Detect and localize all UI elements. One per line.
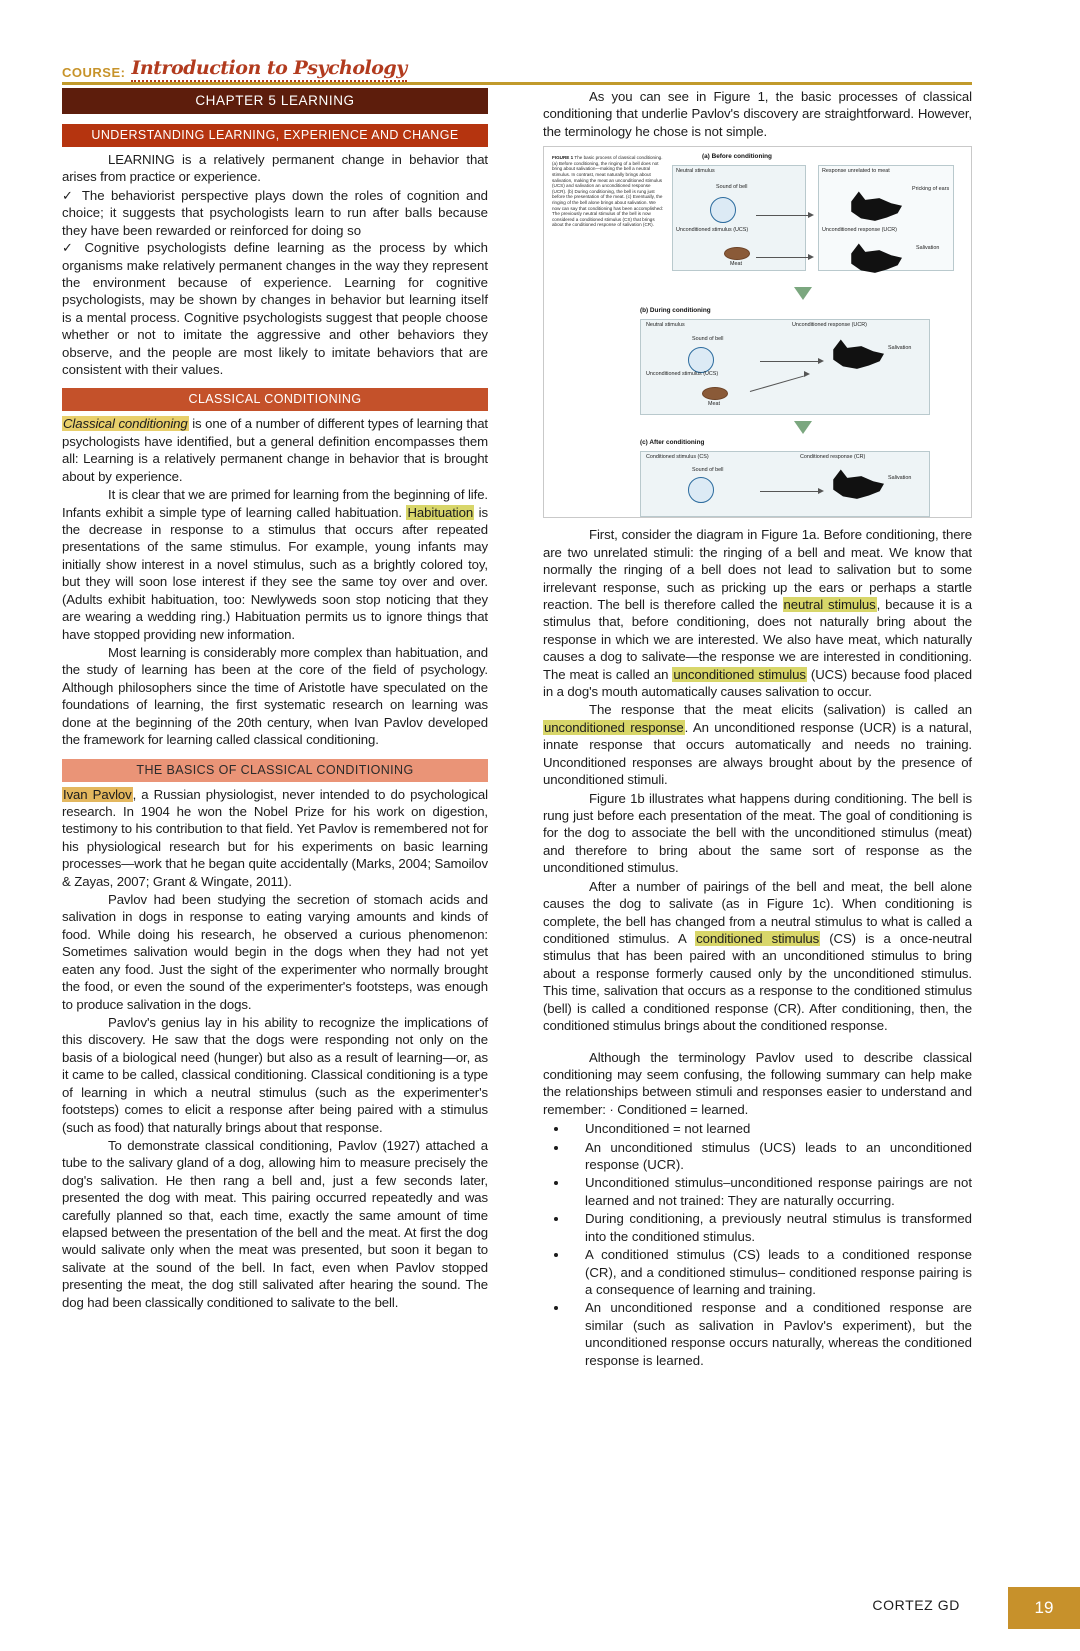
label-response-unrelated: Response unrelated to meat: [822, 168, 890, 175]
figure-caption-title: FIGURE 1: [552, 155, 574, 161]
list-item: • Unconditioned = not learned: [569, 1120, 972, 1137]
label-salivation-b: Salivation: [888, 345, 912, 352]
highlight-unconditioned-response: unconditioned response: [544, 719, 684, 735]
panel-b-box: [640, 319, 930, 415]
label-neutral-stimulus: Neutral stimulus: [676, 168, 715, 175]
paragraph-ucr-rest: . An unconditioned response (UCR) is a natural, innate response that occurs automatically and needs no training. Unconditioned responses are always brought about by the presence of unconditioned stimuli.: [543, 719, 973, 788]
list-item: • An unconditioned stimulus (UCS) leads to an unconditioned response (UCR).: [569, 1139, 972, 1174]
paragraph-habituation-rest: is the decrease in response to a stimulus that occurs after repeated presentations of the same stimulus. For example, young infants may initially show interest in a novel stimulus, such as a brightly colored toy, but they will soon lose interest if they see the same toy over and over. (Adults exhibit habituation, too: Newlyweds soon stop noticing that they are wearing a wedding ring.) Habituation permits us to ignore things that have stopped providing new information.: [62, 504, 489, 642]
bullet-cognitive-text: Cognitive psychologists define learning as the process by which organisms make relatively permanent changes in the way they represent the environment because of experience. Learning for cognitive psychologists, may be shown by changes in behavior but learning itself is a mental process. Cognitive psychologists suggest that people choose whether or not to imitate the aggressive and other behaviors they observe, and the people are most likely to imitate behaviors that are consistent with their values.: [62, 240, 488, 378]
list-item: • An unconditioned response and a conditioned response are similar (such as salivation in Pavlov's experiment), but the unconditioned response occurs naturally, whereas the conditioned response is learned.: [569, 1299, 972, 1369]
highlight-ivan-pavlov: Ivan Pavlov: [63, 786, 132, 802]
arrow-a-1: [756, 215, 808, 216]
left-column: [62, 88, 488, 1312]
paragraph-summary-intro: Although the terminology Pavlov used to describe classical conditioning may seem confusing, the following summary can help make the relationships between stimuli and responses easier to understand and remember: · Conditioned = learned.: [543, 1049, 972, 1117]
paragraph-intro-figure: As you can see in Figure 1, the basic processes of classical conditioning that underlie Pavlov's discovery are straightforward. However, the terminology he chose is not simple.: [543, 89, 972, 139]
paragraph-ivan-pavlov: [62, 786, 488, 891]
paragraph-most-learning: Most learning is considerably more complex than habituation, and the study of learning has been at the core of the field of psychology. Although philosophers since the time of Aristotle have speculated on the foundations of learning, the first systematic research on learning was done at the beginning of the 20th century, when Ivan Pavlov developed the framework for learning called classical conditioning.: [62, 644, 488, 748]
bullet-behaviorist-perspective: [62, 187, 488, 239]
highlight-unconditioned-stimulus: unconditioned stimulus: [673, 666, 806, 682]
panel-c-label: (c) After conditioning: [640, 439, 705, 447]
label-sound-of-bell: Sound of bell: [716, 184, 748, 191]
flow-arrow-1: [794, 287, 812, 300]
label-unconditioned-stimulus-b: Unconditioned stimulus (UCS): [646, 371, 719, 378]
list-item: • During conditioning, a previously neutral stimulus is transformed into the conditioned stimulus.: [569, 1210, 972, 1245]
label-sound-of-bell-b: Sound of bell: [692, 336, 724, 343]
panel-b-label: (b) During conditioning: [640, 307, 711, 315]
flow-arrow-2: [794, 421, 812, 434]
panel-a-label: (a) Before conditioning: [702, 153, 772, 161]
course-title: Introduction to Psychology: [131, 57, 406, 82]
paragraph-pavlov-rest: , a Russian physiologist, never intended to do psychological research. In 1904 he won the Nobel Prize for his work on digestion, testimony to his contribution to that field. Yet Pavlov is remembered not for his physiological research but for his experiments on basic learning processes—work that he began quite accidentally (Marks, 2004; Samoilov & Zayas, 2007; Grant & Wingate, 2011).: [62, 786, 488, 889]
paragraph-cs-rest: (CS) is a once-neutral stimulus that has been paired with an unconditioned stimulus to bring about a response formerly caused only by the unconditioned stimulus. This time, salivation that occurs as a response to the conditioned stimulus (bell) is called a conditioned response (CR). After conditioning, then, the conditioned stimulus brings about the conditioned response.: [543, 930, 972, 1034]
label-unconditioned-response-b: Unconditioned response (UCR): [792, 322, 867, 329]
check-icon: ✓: [62, 187, 76, 203]
label-unconditioned-stimulus-a: Unconditioned stimulus (UCS): [676, 227, 749, 234]
paragraph-pavlov-stomach-acids: Pavlov had been studying the secretion of stomach acids and salivation in dogs in response to eating varying amounts and kinds of food. While doing his research, he observed a curious phenomenon: Sometimes salivation would begin in the dogs when they had not yet eaten any food. Just the sight of the experimenter who normally brought the food, or even the sound of the experimenter's footsteps, was enough to produce salivation in the dogs.: [62, 892, 488, 1012]
bullet-cognitive-psychologists: [62, 239, 488, 378]
label-sound-of-bell-c: Sound of bell: [692, 467, 724, 474]
figure-caption: [552, 155, 664, 228]
arrow-b-1: [760, 361, 818, 362]
panel-c-box: [640, 451, 930, 517]
label-salivation-a: Salivation: [916, 245, 940, 252]
paragraph-unconditioned-response: [543, 701, 972, 788]
arrow-head-c-1: [818, 488, 824, 494]
highlight-conditioned-stimulus: conditioned stimulus: [696, 930, 820, 946]
label-meat-b: Meat: [708, 401, 720, 408]
paragraph-neutral-rest: (UCS) because food placed in a dog's mouth automatically causes salivation to occur.: [543, 666, 972, 700]
arrow-a-2: [756, 257, 808, 258]
figure-panel-b: [640, 307, 930, 417]
course-label: COURSE:: [62, 65, 126, 80]
arrow-head-b-1: [818, 358, 824, 364]
figure-caption-body: The basic process of classical conditioning. (a) Before conditioning, the ringing of a bell does not bring about salivation—making the bell a neutral stimulus. In contrast, meat naturally brings about salivation, making the meat an unconditioned stimulus (UCS) and salivation an unconditioned response (UCR). (b) During conditioning, the bell is rung just before the presentation of the meat. (c) Eventually, the ringing of the bell alone brings about salivation. We now can say that conditioning has been accomplished: The previously neutral stimulus of the bell is now considered a conditioned stimulus (CS) that brings about the conditioned response of salivation (CR).: [552, 155, 664, 228]
figure-panel-a: [672, 153, 954, 281]
label-meat-a: Meat: [730, 261, 742, 268]
section-heading-understanding-learning: UNDERSTANDING LEARNING, EXPERIENCE AND CHANGE: [62, 124, 488, 147]
paragraph-pavlov-genius: Pavlov's genius lay in his ability to recognize the implications of this discovery. He saw that the dogs were responding not only on the basis of a biological need (hunger) but also as a result of learning—or, as it came to be called, classical conditioning. Classical conditioning is a type of learning in which a neutral stimulus (such as the experimenter's footsteps) comes to elicit a response after being paired with a stimulus (such as food) that naturally brings about that response.: [62, 1014, 488, 1135]
chapter-title-bar: CHAPTER 5 LEARNING: [62, 88, 488, 114]
summary-list: [543, 1120, 972, 1369]
section-heading-basics-of-classical-conditioning: THE BASICS OF CLASSICAL CONDITIONING: [62, 759, 488, 782]
list-item: • Unconditioned stimulus–unconditioned response pairings are not learned and not trained: They are naturally occurring.: [569, 1174, 972, 1209]
arrow-c-1: [760, 491, 818, 492]
paragraph-neutral-pre: First, consider the diagram in Figure 1a. Before conditioning, there are two unrelated stimuli: the ringing of a bell and meat. We know that normally the ringing of a bell does not lead to salivation but to some irrelevant response, such as pricking up the ears or perhaps a startle reaction. The bell is therefore called the: [543, 527, 972, 612]
label-salivation-c: Salivation: [888, 475, 912, 482]
paragraph-habituation-pre: It is clear that we are primed for learning from the beginning of life. Infants exhibit a simple type of learning called habituation.: [62, 487, 488, 520]
page-number: 19: [1008, 1587, 1080, 1629]
right-column: [543, 88, 972, 1370]
list-item: • A conditioned stimulus (CS) leads to a conditioned response (CR), and a conditioned stimulus– conditioned response pairing is a consequence of learning and training.: [569, 1246, 972, 1298]
course-header: [62, 52, 972, 82]
highlight-classical-conditioning: Classical conditioning: [63, 416, 188, 432]
arrow-head-a-2: [808, 254, 814, 260]
paragraph-during-conditioning: Figure 1b illustrates what happens during conditioning. The bell is rung just before each presentation of the meat. The goal of conditioning is for the dog to associate the bell with the unconditioned stimulus (meat) and therefore to bring about the same sort of response as the unconditioned stimulus.: [543, 790, 972, 876]
paragraph-neutral-stimulus: [543, 526, 972, 700]
paragraph-habituation: [62, 486, 488, 643]
paragraph-cc-rest: is one of a number of different types of learning that psychologists have identified, but a general definition encompasses them all: Learning is a relatively permanent change in behavior that is brought about by experience.: [62, 416, 488, 484]
label-conditioned-response-c: Conditioned response (CR): [800, 454, 866, 461]
figure-classical-conditioning-diagram: [543, 146, 972, 518]
bullet-behaviorist-text: The behaviorist perspective plays down the roles of cognition and choice; it suggests that psychologists learn to run after balls because they have been rewarded or reinforced for doing so: [62, 187, 488, 238]
paragraph-neutral-mid: , because it is a stimulus that, before conditioning, does not naturally bring about the response in which we are interested. We also have meat, which naturally causes a dog to salivate—the response we are interested in conditioning. The meat is called an: [543, 596, 972, 682]
footer-author: CORTEZ GD: [872, 1597, 960, 1613]
highlight-neutral-stimulus: neutral stimulus: [783, 596, 876, 612]
paragraph-learning-definition: LEARNING is a relatively permanent change in behavior that arises from practice or experience.: [62, 152, 488, 185]
paragraph-ucr-pre: The response that the meat elicits (salivation) is called an: [589, 702, 972, 718]
paragraph-classical-conditioning-definition: [62, 415, 488, 485]
check-icon: ✓: [62, 240, 77, 256]
section-heading-classical-conditioning: CLASSICAL CONDITIONING: [62, 388, 488, 411]
figure-panel-c: [640, 439, 930, 518]
paragraph-cs-pre: After a number of pairings of the bell and meat, the bell alone causes the dog to salivate (as in Figure 1c). When conditioning is complete, the bell has changed from a neutral stimulus to what is called a conditioned stimulus. A: [543, 878, 972, 946]
label-conditioned-stimulus-c: Conditioned stimulus (CS): [646, 454, 709, 461]
highlight-habituation: Habituation: [407, 504, 474, 520]
label-unconditioned-response-a: Unconditioned response (UCR): [822, 227, 897, 234]
arrow-head-b-2: [804, 371, 810, 377]
label-pricking-of-ears: Pricking of ears: [912, 186, 950, 193]
paragraph-pavlov-demonstration: To demonstrate classical conditioning, Pavlov (1927) attached a tube to the salivary gland of a dog, allowing him to measure precisely the dog's salivation. He then rang a bell and, just a few seconds later, presented the dog with meat. This pairing occurred repeatedly and was carefully planned so that, each time, exactly the same amount of time elapsed between the presentation of the bell and the meat. At first the dog would salivate only when the meat was presented, but soon it began to salivate at the sound of the bell. In fact, even when Pavlov stopped presenting the meat, the dog still salivated after hearing the sound. The dog had been classically conditioned to salivate to the bell.: [62, 1137, 488, 1310]
paragraph-conditioned-stimulus: [543, 878, 972, 1035]
header-divider: [62, 82, 972, 85]
label-neutral-stimulus-b: Neutral stimulus: [646, 322, 685, 329]
arrow-head-a-1: [808, 212, 814, 218]
